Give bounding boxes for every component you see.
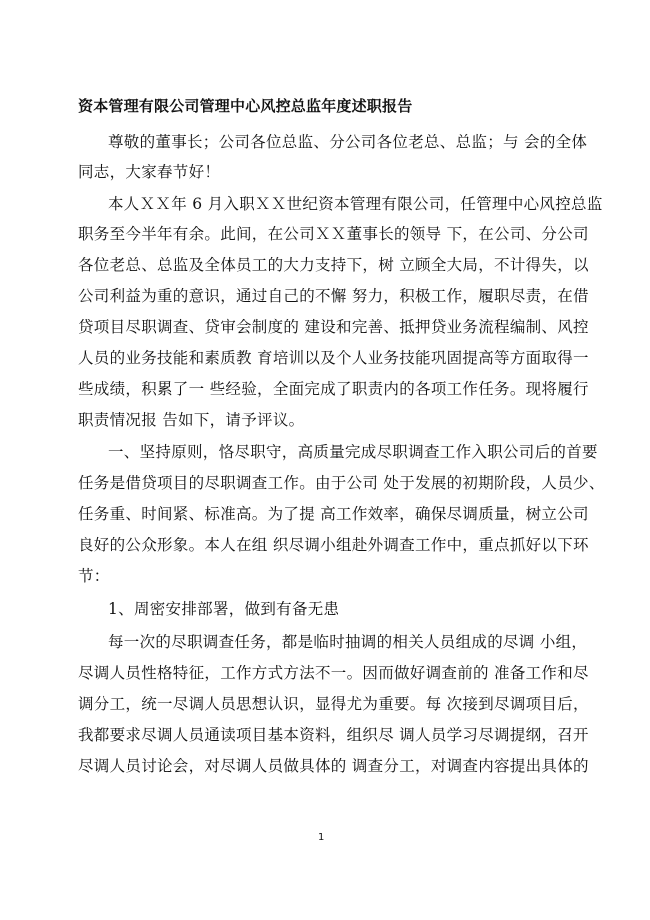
paragraph-line: 尽调人员讨论会，对尽调人员做具体的 调查分工，对调查内容提出具体的 [78, 757, 589, 775]
paragraph-line: 贷项目尽职调查、贷审会制度的 建设和完善、抵押贷业务流程编制、风控 [78, 318, 589, 336]
paragraph-line: 公司利益为重的意识，通过自己的不懈 努力，积极工作，履职尽责，在借 [78, 287, 589, 305]
paragraph-line: 同志，大家春节好！ [78, 163, 221, 181]
paragraph-line: 职责情况报 告如下，请予评议。 [78, 411, 305, 429]
paragraph-line: 尽调人员性格特征，工作方式方法不一。因而做好调查前的 准备工作和尽 [78, 664, 589, 682]
paragraph-line: 我都要求尽调人员通读项目基本资料，组织尽 调人员学习尽调提纲，召开 [78, 726, 589, 744]
paragraph-line: 职务至今半年有余。此间，在公司ＸＸ董事长的领导 下，在公司、分公司 [78, 225, 589, 243]
paragraph-line: 节： [78, 567, 110, 585]
page-number: 1 [318, 832, 325, 843]
paragraph-line: 本人ＸＸ年 6 月入职ＸＸ世纪资本管理有限公司，任管理中心风控总监 [108, 195, 603, 213]
paragraph-line: 良好的公众形象。本人在组 织尽调小组赴外调查工作中，重点抓好以下环 [78, 536, 589, 554]
paragraph-line: 人员的业务技能和素质教 育培训以及个人业务技能巩固提高等方面取得一 [78, 349, 589, 367]
paragraph-line: 调分工，统一尽调人员思想认识，显得尤为重要。每 次接到尽调项目后， [78, 695, 589, 713]
subsection-heading: 1、周密安排部署，做到有备无患 [108, 600, 340, 618]
paragraph-line: 尊敬的董事长；公司各位总监、分公司各位老总、总监；与 会的全体 [108, 133, 588, 151]
paragraph-line: 各位老总、总监及全体员工的大力支持下，树 立顾全大局，不计得失，以 [78, 256, 589, 274]
paragraph-line: 每一次的尽职调查任务，都是临时抽调的相关人员组成的尽调 小组， [108, 633, 588, 651]
section-heading-line: 一、坚持原则，恪尽职守，高质量完成尽职调查工作入职公司后的首要 [108, 443, 598, 461]
paragraph-line: 任务重、时间紧、标准高。为了提 高工作效率，确保尽调质量，树立公司 [78, 505, 589, 523]
paragraph-line: 任务是借贷项目的尽职调查工作。由于公司 处于发展的初期阶段，人员少、 [78, 474, 605, 492]
document-title: 资本管理有限公司管理中心风控总监年度述职报告 [78, 97, 413, 115]
paragraph-line: 些成绩，积累了一 些经验，全面完成了职责内的各项工作任务。现将履行 [78, 380, 589, 398]
